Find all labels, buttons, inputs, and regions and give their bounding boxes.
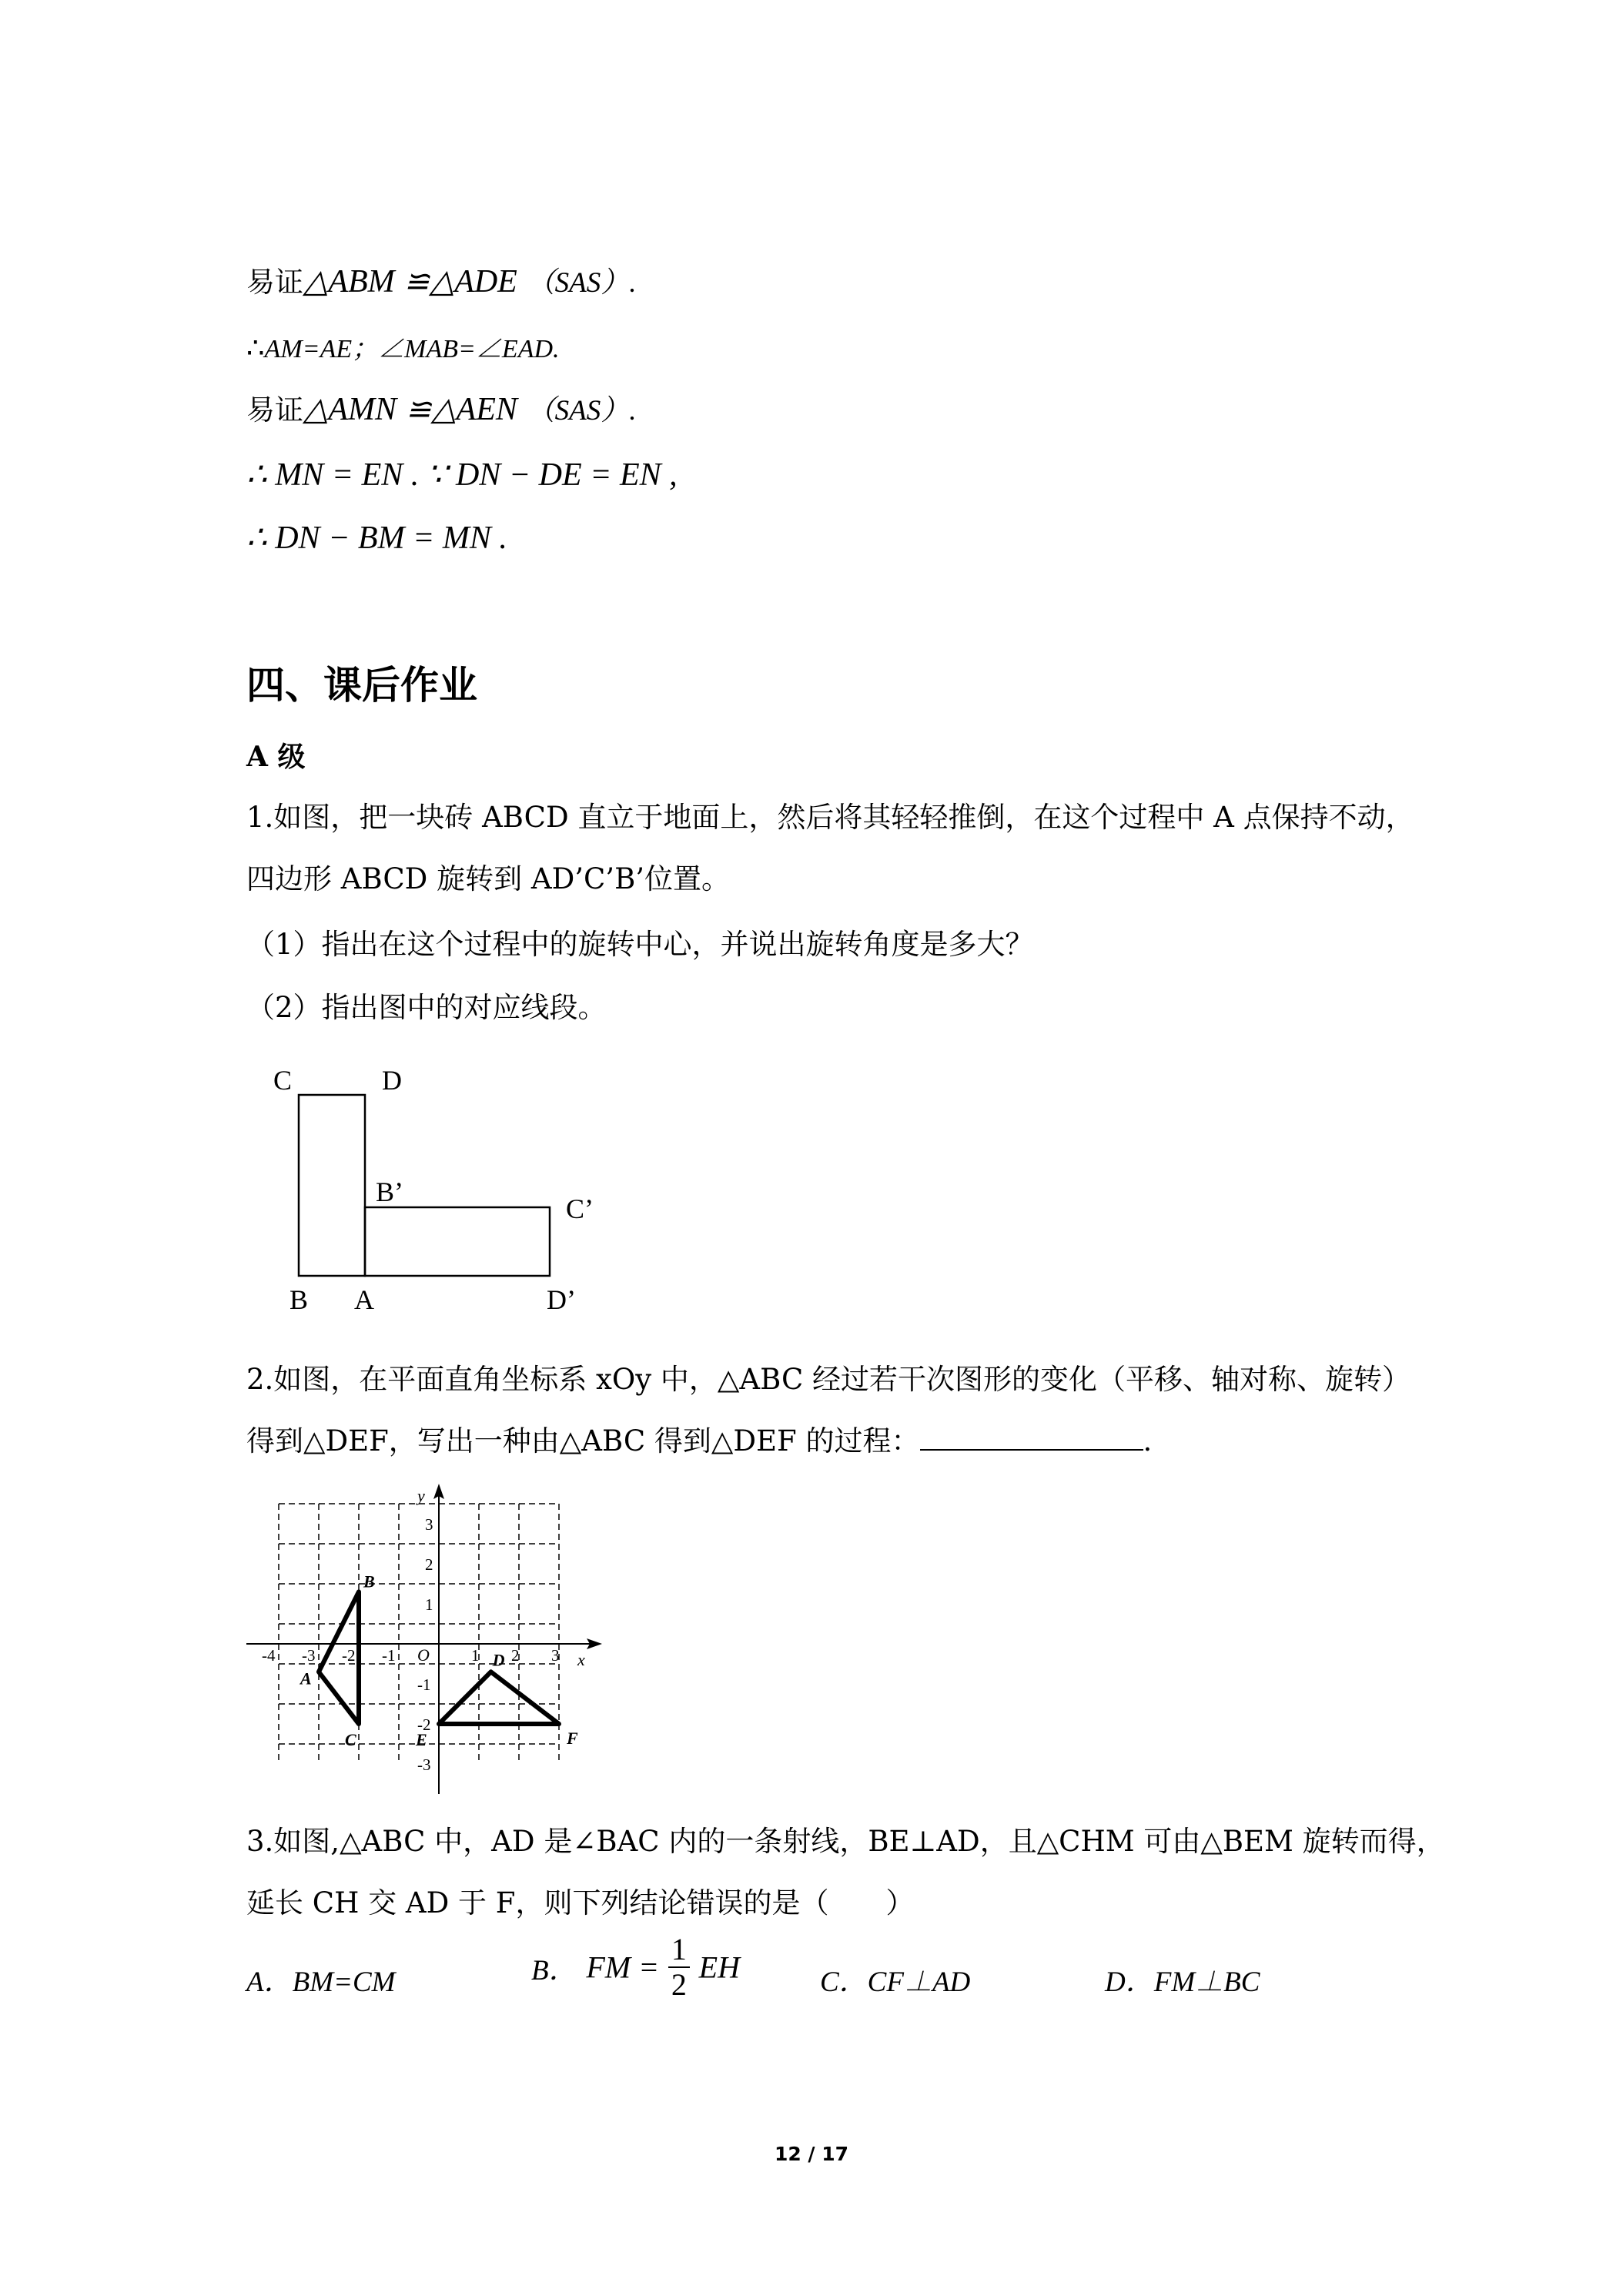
proof-text: 易证 <box>246 266 303 299</box>
label-D: D <box>382 1065 402 1096</box>
triangle-DEF <box>439 1672 559 1724</box>
upright-brick <box>299 1095 365 1276</box>
triangle-expr: △ADE <box>429 264 517 300</box>
proof-line-3 <box>246 391 637 430</box>
x-tick-label: -4 <box>262 1646 276 1665</box>
reason: （SAS）. <box>526 267 637 299</box>
x-tick-label: 2 <box>511 1646 520 1665</box>
y-tick-label: 1 <box>425 1595 433 1614</box>
label-D-prime: D’ <box>547 1284 576 1315</box>
page-number: 12 / 17 <box>774 2143 849 2165</box>
y-tick-label: -1 <box>417 1675 431 1694</box>
triangle-expr: △ABM <box>303 264 395 300</box>
label-C-prime: C’ <box>566 1193 594 1224</box>
option-B-rhs: EH <box>698 1950 740 1985</box>
q1-line-1: 1.如图，把一块砖 ABCD 直立于地面上，然后将其轻轻推倒，在这个过程中 A 点保持不动， <box>246 801 1414 834</box>
section-title: 四、课后作业 <box>246 662 477 708</box>
x-tick-label: -2 <box>342 1646 356 1665</box>
origin-label: O <box>417 1645 430 1665</box>
triangle-expr: △AEN <box>431 392 517 427</box>
option-C: C．CF⊥AD <box>820 1966 971 1998</box>
congruent-symbol: ≌ <box>403 264 430 299</box>
y-tick-label: 2 <box>425 1555 433 1574</box>
q1-sub-2: （2）指出图中的对应线段。 <box>246 991 607 1024</box>
proof-line-4: ∴ MN = EN . ∵ DN − DE = EN , <box>246 457 678 493</box>
answer-blank[interactable] <box>920 1426 1143 1451</box>
fraction-denominator: 2 <box>671 1967 687 2002</box>
fraction-numerator: 1 <box>668 1933 690 1968</box>
vertex-label-D: D <box>492 1650 505 1670</box>
label-A: A <box>354 1284 374 1315</box>
proof-line-1 <box>246 263 636 302</box>
brick-rotation-figure <box>262 1055 616 1324</box>
y-tick-label: 3 <box>425 1515 433 1534</box>
rotated-brick <box>365 1207 550 1276</box>
q3-line-2: 延长 CH 交 AD 于 F，则下列结论错误的是（ ） <box>246 1886 915 1919</box>
proof-line-2 <box>246 330 560 368</box>
x-axis-label: x <box>577 1650 585 1669</box>
y-axis-label: y <box>417 1486 425 1505</box>
q2-period: . <box>1143 1424 1153 1458</box>
proof-line-5: ∴ DN − BM = MN . <box>246 520 507 556</box>
vertex-label-E: E <box>416 1730 427 1749</box>
fraction-one-half <box>668 1933 690 2002</box>
coordinate-grid-figure <box>239 1482 608 1806</box>
option-D: D．FM⊥BC <box>1105 1966 1260 1998</box>
x-tick-label: -3 <box>302 1646 316 1665</box>
y-tick-label: -3 <box>417 1755 431 1774</box>
congruent-symbol: ≌ <box>405 392 432 427</box>
option-B-lhs: FM = <box>586 1950 660 1985</box>
q2-prompt: 得到△DEF，写出一种由△ABC 得到△DEF 的过程： <box>246 1424 920 1458</box>
q1-line-2: 四边形 ABCD 旋转到 AD’C’B’位置。 <box>246 862 731 895</box>
x-tick-label: 3 <box>551 1646 560 1665</box>
vertex-label-A: A <box>300 1668 312 1689</box>
proof-text: 易证 <box>246 393 303 427</box>
x-tick-label: -1 <box>382 1646 396 1665</box>
q1-sub-1: （1）指出在这个过程中的旋转中心，并说出旋转角度是多大？ <box>246 928 1034 961</box>
q2-line-1: 2.如图，在平面直角坐标系 xOy 中，△ABC 经过若干次图形的变化（平移、轴对称、旋转） <box>246 1363 1411 1396</box>
reason: （SAS）. <box>526 395 637 427</box>
vertex-label-B: B <box>363 1571 375 1591</box>
label-B: B <box>289 1284 309 1315</box>
q3-line-1: 3.如图,△ABC 中，AD 是∠BAC 内的一条射线，BE⊥AD，且△CHM 可由△BEM 旋转而得， <box>246 1825 1445 1858</box>
option-B-prefix: B． <box>531 1955 577 1986</box>
option-A: A．BM=CM <box>246 1966 396 1998</box>
label-C: C <box>273 1065 293 1096</box>
level-heading: A 级 <box>246 741 306 773</box>
option-B <box>531 1933 740 2002</box>
proof-text: AM=AE；∠MAB=∠EAD. <box>264 335 560 363</box>
vertex-label-C: C <box>345 1730 356 1749</box>
x-tick-label: 1 <box>471 1646 480 1665</box>
y-tick-label: -2 <box>417 1715 431 1734</box>
triangle-expr: △AMN <box>303 392 397 427</box>
vertex-label-F: F <box>567 1729 578 1748</box>
label-B-prime: B’ <box>376 1176 403 1207</box>
therefore-symbol: ∴ <box>246 331 265 364</box>
q2-line-2 <box>246 1423 1152 1460</box>
